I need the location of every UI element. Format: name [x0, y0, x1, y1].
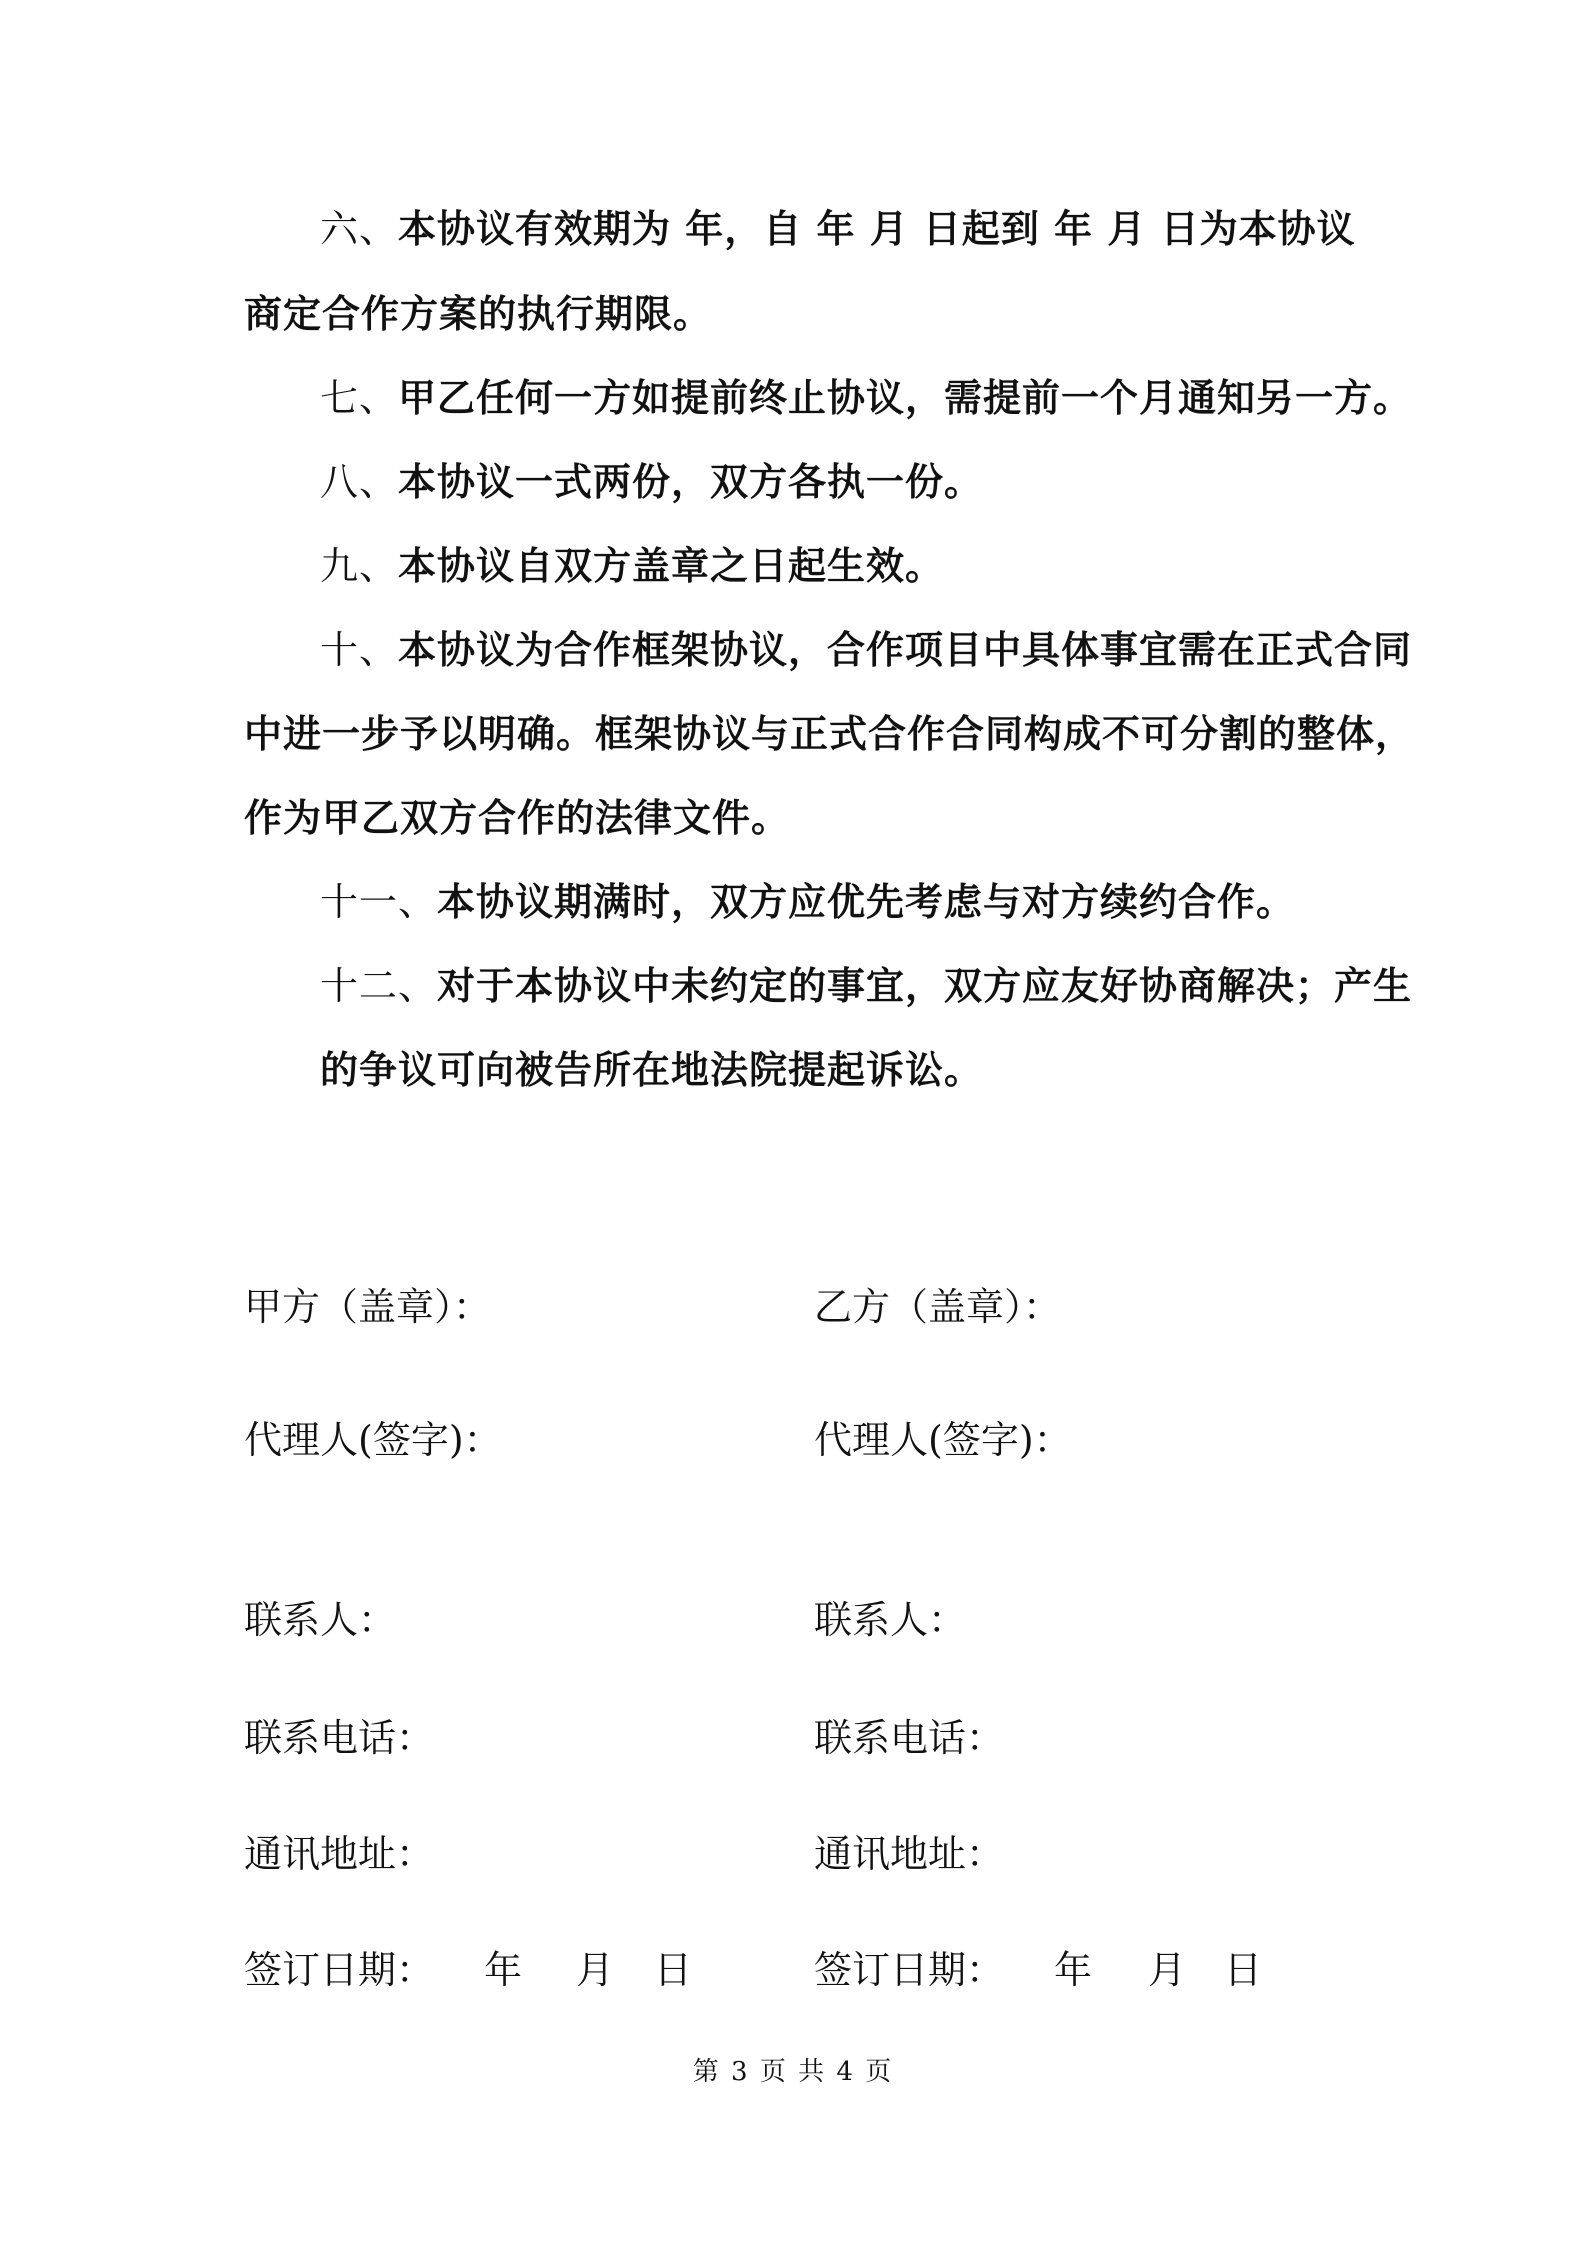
- clause-10-line-1: [320, 626, 1430, 674]
- clause-11: [320, 878, 1430, 926]
- clause-6-text: 本协议有效期为 年，自 年 月 日起到 年 月 日为本协议: [398, 207, 1356, 251]
- party-a-address-label: 通讯地址：: [244, 1832, 435, 1876]
- clause-9-number: 九、: [320, 544, 399, 588]
- clause-8-number: 八、: [320, 460, 399, 504]
- clause-11-number: 十一、: [320, 880, 438, 924]
- party-b-seal-label: 乙方（盖章）：: [814, 1285, 1062, 1329]
- clause-6-line-2: 商定合作方案的执行期限。: [244, 292, 713, 336]
- clause-7-text: 甲乙任何一方如提前终止协议，需提前一个月通知另一方。: [398, 376, 1413, 420]
- page-number-footer: 第 3 页 共 4 页: [692, 2057, 894, 2087]
- clause-12-text: 对于本协议中未约定的事宜，双方应友好协商解决；产生: [437, 964, 1413, 1008]
- clause-6-line-1: [320, 205, 1430, 253]
- party-a-date-day: 日: [654, 1948, 693, 1992]
- party-a-seal-label: 甲方（盖章）：: [244, 1285, 492, 1329]
- party-b-date-day: 日: [1224, 1948, 1263, 1992]
- party-b-date-label: 签订日期：: [814, 1948, 1005, 1992]
- party-a-date-month: 月: [576, 1948, 615, 1992]
- party-b-contact-label: 联系人：: [814, 1598, 967, 1642]
- clause-6-number: 六、: [320, 207, 399, 251]
- clause-8: [320, 458, 1430, 506]
- party-b-agent-label: 代理人(签字)：: [814, 1418, 1072, 1462]
- party-a-date-year: 年: [484, 1948, 523, 1992]
- party-a-phone-label: 联系电话：: [244, 1716, 435, 1760]
- clause-10-line-2: 中进一步予以明确。框架协议与正式合作合同构成不可分割的整体，: [244, 712, 1415, 756]
- clause-11-text: 本协议期满时，双方应优先考虑与对方续约合作。: [437, 880, 1296, 924]
- party-a-date-label: 签订日期：: [244, 1948, 435, 1992]
- party-b-date-month: 月: [1148, 1948, 1187, 1992]
- party-a-contact-label: 联系人：: [244, 1598, 397, 1642]
- clause-10-number: 十、: [320, 628, 399, 672]
- clause-12-number: 十二、: [320, 964, 438, 1008]
- clause-7-number: 七、: [320, 376, 399, 420]
- clause-9: [320, 542, 1430, 590]
- clause-7: [320, 374, 1430, 422]
- party-a-agent-label: 代理人(签字)：: [244, 1418, 502, 1462]
- clause-10-line-3: 作为甲乙双方合作的法律文件。: [244, 796, 791, 840]
- clause-10-text: 本协议为合作框架协议，合作项目中具体事宜需在正式合同: [398, 628, 1413, 672]
- clause-9-text: 本协议自双方盖章之日起生效。: [398, 544, 945, 588]
- party-b-address-label: 通讯地址：: [814, 1832, 1005, 1876]
- clause-12-line-2: 的争议可向被告所在地法院提起诉讼。: [320, 1048, 984, 1092]
- party-b-date-year: 年: [1054, 1948, 1093, 1992]
- clause-12-line-1: [320, 962, 1430, 1010]
- party-b-phone-label: 联系电话：: [814, 1716, 1005, 1760]
- clause-8-text: 本协议一式两份，双方各执一份。: [398, 460, 984, 504]
